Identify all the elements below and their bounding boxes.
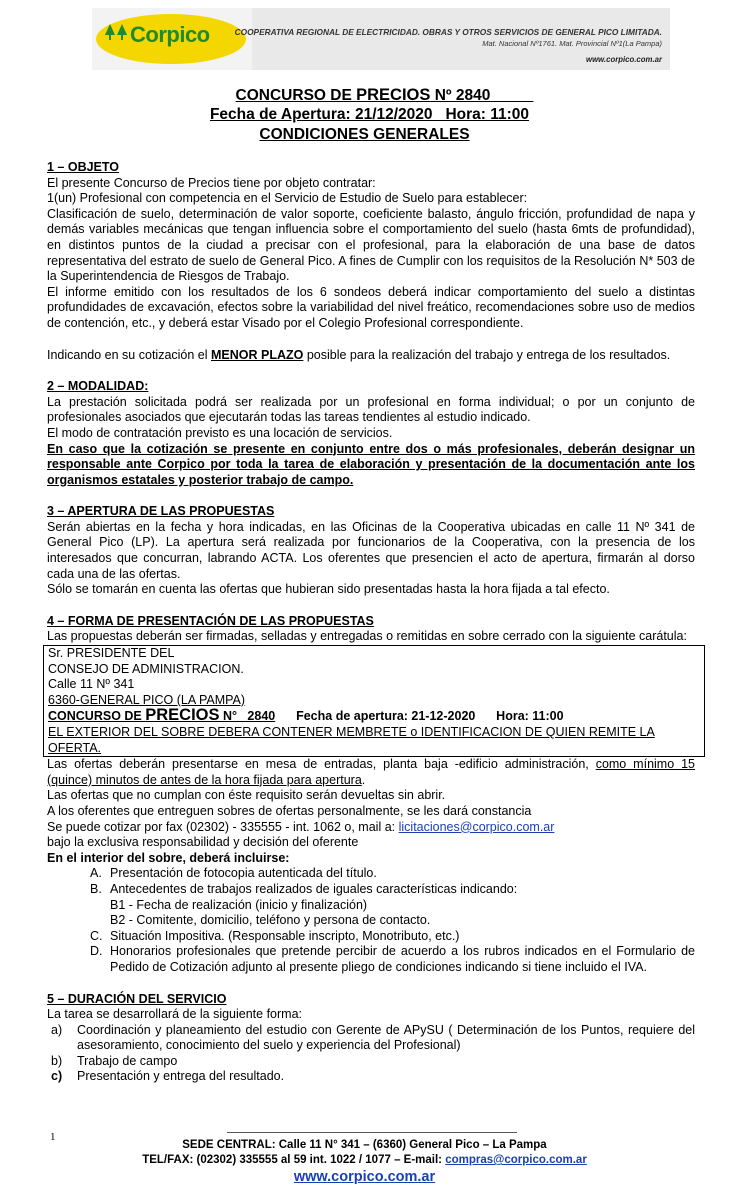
list-item: c) Presentación y entrega del resultado. — [51, 1069, 285, 1084]
list-item: B. Antecedentes de trabajos realizados de iguales características indicando: — [90, 881, 518, 896]
footer-email-link[interactable]: compras@corpico.com.ar — [445, 1154, 587, 1166]
envelope-label — [43, 645, 705, 757]
paragraph: En el interior del sobre, deberá incluirse: — [47, 850, 290, 865]
tree-icon — [104, 22, 130, 44]
website-link[interactable]: www.corpico.com.ar — [293, 1169, 436, 1185]
envelope-line: EL EXTERIOR DEL SOBRE DEBERA CONTENER MEMBRETE o IDENTIFICACION DE QUIEN REMITE LA OFERTA. — [48, 725, 655, 755]
paragraph: Las ofertas deberán presentarse en mesa de entradas, planta baja -edificio administración, como mínimo 15 (quince) minutos de antes de la hora fijada para apertura. — [47, 757, 695, 787]
document-title: CONCURSO DE PRECIOS Nº 2840 — [235, 86, 491, 104]
list-item: b) Trabajo de campo — [51, 1053, 178, 1068]
paragraph: La prestación solicitada podrá ser realizada por un profesional en forma individual; o por un conjunto de profesionales asociados que ejecutarán todas las tareas tendientes al estudio indicado. — [47, 394, 695, 425]
section-heading: 2 – MODALIDAD: — [47, 379, 149, 394]
list-item: A. Presentación de fotocopia autenticada del título. — [90, 866, 377, 881]
paragraph: El modo de contratación previsto es una locación de servicios. — [47, 425, 393, 440]
document-body — [47, 160, 695, 1085]
paragraph: Indicando en su cotización el MENOR PLAZO posible para la realización del trabajo y entrega de los resultados. — [47, 347, 671, 362]
email-link[interactable]: licitaciones@corpico.com.ar — [398, 819, 555, 834]
list-item: B2 - Comitente, domicilio, teléfono y persona de contacto. — [110, 913, 431, 928]
logo-text: Corpico — [130, 22, 210, 47]
paragraph: Serán abiertas en la fecha y hora indicadas, en las Oficinas de la Cooperativa ubicadas en calle 11 Nº 341 de General Pico (LP). La apertura será realizada por funcionarios de la Cooperativa, con la presencia de los interesados que concurran, labrando ACTA. Los oferentes que presencien el acto de apertura, firmarán al dorso cada una de las ofertas. — [47, 519, 695, 581]
document-subtitle: CONDICIONES GENERALES — [259, 126, 470, 143]
paragraph: Se puede cotizar por fax (02302) - 335555 - int. 1062 o, mail a: licitaciones@corpico.com.ar — [47, 819, 555, 834]
tasks-list — [47, 1023, 695, 1085]
envelope-line: Sr. PRESIDENTE DEL — [48, 646, 175, 661]
opening-date: Fecha de Apertura: 21/12/2020 Hora: 11:00 — [209, 106, 530, 123]
paragraph: 1(un) Profesional con competencia en el Servicio de Estudio de Suelo para establecer: — [47, 191, 528, 206]
list-item: D. Honorarios profesionales que pretende percibir de acuerdo a los rubros indicados en el Formulario de Pedido de Cotización adjunto al presente pliego de condiciones indicando si tiene incluido el IVA. — [90, 944, 695, 974]
letterhead — [92, 8, 670, 70]
envelope-line: CONCURSO DE PRECIOS N° 2840 Fecha de apertura: 21-12-2020 Hora: 11:00 — [48, 706, 564, 725]
header-website: www.corpico.com.ar — [586, 55, 662, 64]
paragraph: La tarea se desarrollará de la siguiente forma: — [47, 1007, 303, 1022]
list-item: a) Coordinación y planeamiento del estudio con Gerente de APySU ( Determinación de los Puntos, requiere del asesoramiento, conocimiento del suelo y experiencia del Profesional) — [51, 1022, 695, 1053]
list-item: B1 - Fecha de realización (inicio y finalización) — [110, 897, 368, 912]
section-heading: 3 – APERTURA DE LAS PROPUESTAS — [47, 504, 275, 519]
paragraph: Las propuestas deberán ser firmadas, selladas y entregadas o remitidas en sobre cerrado con la siguiente carátula: — [47, 629, 687, 644]
list-item: C. Situación Impositiva. (Responsable inscripto, Monotributo, etc.) — [90, 928, 460, 943]
envelope-line: Calle 11 Nº 341 — [48, 677, 135, 692]
section-heading: 5 – DURACIÓN DEL SERVICIO — [47, 991, 227, 1006]
paragraph: A los oferentes que entreguen sobres de ofertas personalmente, se les dará constancia — [47, 803, 532, 818]
paragraph: Clasificación de suelo, determinación de valor soporte, coeficiente balasto, ángulo fricción, profundidad de napa y demás variables mecánicas que tengan influencia sobre el comportamiento del suelo (hasta 6mts de profundidad), en distintos puntos de la ciudad a precisar con el profesional, para la elaboración de una base de datos representativa del estrato de suelo de General Pico. A fines de Cumplir con los requisitos de la Resolución N* 503 de la Superintendencia de Riesgos de Trabajo. — [47, 206, 695, 284]
logo — [92, 8, 252, 70]
footer-website — [0, 1169, 729, 1185]
paragraph: El presente Concurso de Precios tiene por objeto contratar: — [47, 175, 376, 190]
envelope-line: 6360-GENERAL PICO (LA PAMPA) — [48, 692, 246, 707]
section-heading: 1 – OBJETO — [47, 160, 120, 174]
section-heading: 4 – FORMA DE PRESENTACIÓN DE LAS PROPUESTAS — [47, 613, 374, 628]
paragraph: En caso que la cotización se presente en conjunto entre dos o más profesionales, deberán designar un responsable ante Corpico por toda la tarea de elaboración y presentación de la documentación ante los organismos estatales y posterior trabajo de campo. — [47, 441, 695, 487]
paragraph: El informe emitido con los resultados de los 6 sondeos deberá indicar comportamiento del suelo a distintas profundidades de excavación, efectos sobre la variabilidad del nivel freático, recomendaciones sobre uso de medios de contención, etc., y deberá estar Visado por el Colegio Profesional correspondiente. — [47, 284, 695, 330]
registration-numbers: Mat. Nacional Nº1761. Mat. Provincial Nº1(La Pampa) — [482, 39, 662, 48]
requirements-list — [47, 866, 695, 975]
footer-contact: TEL/FAX: (02302) 335555 al 59 int. 1022 / 1077 – E-mail: compras@corpico.com.ar — [142, 1154, 587, 1166]
footer-address: SEDE CENTRAL: Calle 11 N° 341 – (6360) General Pico – La Pampa — [182, 1139, 547, 1151]
page-number: 1 — [50, 1131, 56, 1143]
envelope-line: CONSEJO DE ADMINISTRACION. — [48, 661, 244, 676]
footer-divider — [227, 1132, 517, 1133]
paragraph: Las ofertas que no cumplan con éste requisito serán devueltas sin abrir. — [47, 788, 446, 803]
cooperative-name: COOPERATIVA REGIONAL DE ELECTRICIDAD. OBRAS Y OTROS SERVICIOS DE GENERAL PICO LIMITADA. — [234, 27, 662, 37]
paragraph: bajo la exclusiva responsabilidad y decisión del oferente — [47, 835, 359, 850]
paragraph: Sólo se tomarán en cuenta las ofertas que hubieran sido presentadas hasta la hora fijada a tal efecto. — [47, 582, 610, 597]
